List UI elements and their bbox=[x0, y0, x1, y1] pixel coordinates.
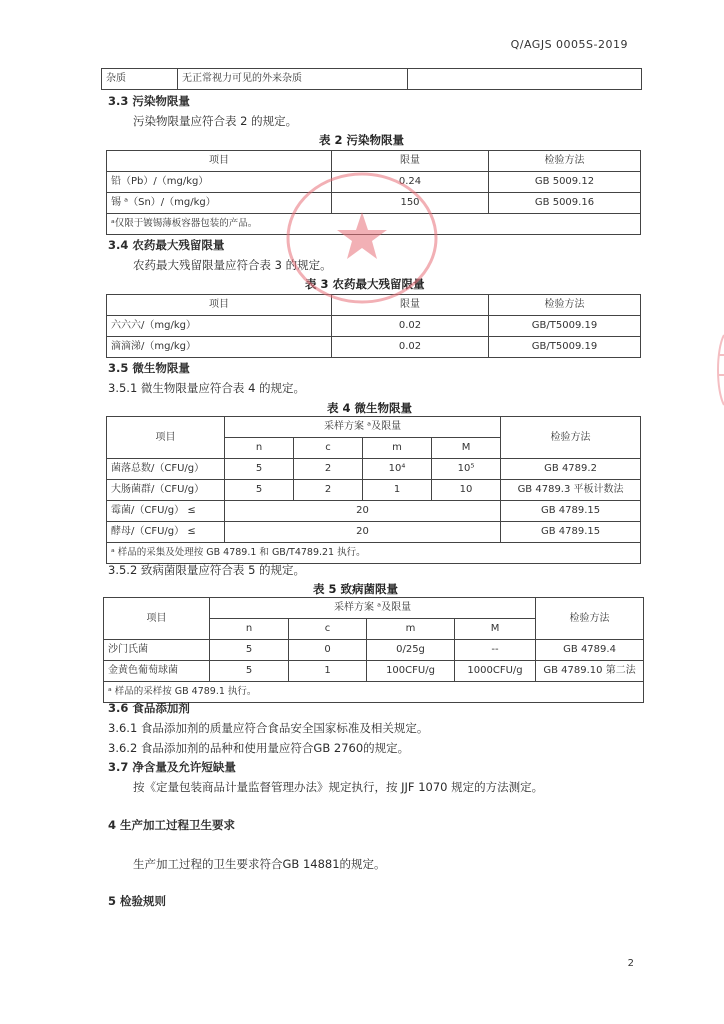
impurities-item: 杂质 bbox=[102, 69, 178, 90]
table-4-item: 菌落总数/（CFU/g） bbox=[107, 459, 225, 480]
section-3-6-2-text: 3.6.2 食品添加剂的品种和使用量应符合GB 2760的规定。 bbox=[108, 741, 410, 755]
table-row bbox=[107, 480, 641, 501]
table-5-method: GB 4789.4 bbox=[536, 640, 644, 661]
section-3-4-text: 农药最大残留限量应符合表 3 的规定。 bbox=[133, 258, 332, 272]
edge-seal-icon bbox=[710, 330, 724, 410]
table-5-note: ᵃ 样品的采样按 GB 4789.1 执行。 bbox=[104, 682, 644, 703]
table-4-n: 5 bbox=[225, 480, 294, 501]
table-2-method: GB 5009.16 bbox=[489, 193, 641, 214]
table-row bbox=[107, 337, 641, 358]
table-2-limit: 150 bbox=[332, 193, 489, 214]
table-2-header-limit: 限量 bbox=[332, 151, 489, 172]
table-5-item: 金黄色葡萄球菌 bbox=[104, 661, 210, 682]
table-header-row bbox=[104, 598, 644, 619]
page-number: 2 bbox=[627, 958, 634, 969]
table-4-M: 10⁵ bbox=[432, 459, 501, 480]
table-5-method: GB 4789.10 第二法 bbox=[536, 661, 644, 682]
table-4-method: GB 4789.3 平板计数法 bbox=[501, 480, 641, 501]
table-4-header-item: 项目 bbox=[107, 417, 225, 459]
table-5-sub-m: m bbox=[367, 619, 455, 640]
section-3-5-1-text: 3.5.1 微生物限量应符合表 4 的规定。 bbox=[108, 381, 306, 395]
table-5-M: 1000CFU/g bbox=[455, 661, 536, 682]
table-note-row bbox=[107, 214, 641, 235]
table-3-header-method: 检验方法 bbox=[489, 295, 641, 316]
impurities-table bbox=[101, 68, 642, 90]
table-2-item: 锡 ᵃ（Sn）/（mg/kg） bbox=[107, 193, 332, 214]
standard-code: Q/AGJS 0005S-2019 bbox=[510, 38, 628, 51]
section-4-heading: 4 生产加工过程卫生要求 bbox=[108, 818, 236, 832]
table-4-value: 20 bbox=[225, 522, 501, 543]
table-2-item: 铅（Pb）/（mg/kg） bbox=[107, 172, 332, 193]
impurities-requirement: 无正常视力可见的外来杂质 bbox=[178, 69, 408, 90]
table-4-header-method: 检验方法 bbox=[501, 417, 641, 459]
table-4 bbox=[106, 416, 641, 564]
table-3-method: GB/T5009.19 bbox=[489, 316, 641, 337]
table-4-sub-m: m bbox=[363, 438, 432, 459]
table-5-header-item: 项目 bbox=[104, 598, 210, 640]
table-4-method: GB 4789.15 bbox=[501, 522, 641, 543]
table-5-n: 5 bbox=[210, 640, 289, 661]
table-5-c: 1 bbox=[289, 661, 367, 682]
table-3-header-limit: 限量 bbox=[332, 295, 489, 316]
table-3-limit: 0.02 bbox=[332, 316, 489, 337]
section-3-5-2-text: 3.5.2 致病菌限量应符合表 5 的规定。 bbox=[108, 563, 306, 577]
table-2 bbox=[106, 150, 641, 235]
table-row bbox=[107, 172, 641, 193]
table-5-M: -- bbox=[455, 640, 536, 661]
section-3-5-heading: 3.5 微生物限量 bbox=[108, 361, 190, 375]
table-3-item: 滴滴涕/（mg/kg） bbox=[107, 337, 332, 358]
table-4-note: ᵃ 样品的采集及处理按 GB 4789.1 和 GB/T4789.21 执行。 bbox=[107, 543, 641, 564]
table-2-header-item: 项目 bbox=[107, 151, 332, 172]
table-4-sub-c: c bbox=[294, 438, 363, 459]
section-3-3-text: 污染物限量应符合表 2 的规定。 bbox=[133, 114, 298, 128]
table-4-method: GB 4789.2 bbox=[501, 459, 641, 480]
table-5-c: 0 bbox=[289, 640, 367, 661]
table-3 bbox=[106, 294, 641, 358]
table-5-sub-n: n bbox=[210, 619, 289, 640]
table-row bbox=[107, 459, 641, 480]
table-row bbox=[104, 640, 644, 661]
table-4-method: GB 4789.15 bbox=[501, 501, 641, 522]
table-4-item: 酵母/（CFU/g） ≤ bbox=[107, 522, 225, 543]
table-4-item: 大肠菌群/（CFU/g） bbox=[107, 480, 225, 501]
table-5-m: 100CFU/g bbox=[367, 661, 455, 682]
table-row bbox=[107, 316, 641, 337]
table-row bbox=[107, 193, 641, 214]
table-5-caption: 表 5 致病菌限量 bbox=[313, 582, 399, 596]
section-3-7-heading: 3.7 净含量及允许短缺量 bbox=[108, 760, 236, 774]
table-note-row bbox=[107, 543, 641, 564]
table-4-c: 2 bbox=[294, 480, 363, 501]
table-2-limit: 0.24 bbox=[332, 172, 489, 193]
table-4-caption: 表 4 微生物限量 bbox=[327, 401, 413, 415]
table-row bbox=[107, 522, 641, 543]
table-2-note: ᵃ仅限于镀锡薄板容器包装的产品。 bbox=[107, 214, 641, 235]
table-4-value: 20 bbox=[225, 501, 501, 522]
table-3-limit: 0.02 bbox=[332, 337, 489, 358]
table-header-row bbox=[107, 417, 641, 438]
table-row bbox=[102, 69, 642, 90]
section-3-3-heading: 3.3 污染物限量 bbox=[108, 94, 190, 108]
section-4-text: 生产加工过程的卫生要求符合GB 14881的规定。 bbox=[133, 857, 386, 871]
table-row bbox=[107, 501, 641, 522]
section-3-6-heading: 3.6 食品添加剂 bbox=[108, 701, 190, 715]
table-5-item: 沙门氏菌 bbox=[104, 640, 210, 661]
table-4-m: 1 bbox=[363, 480, 432, 501]
table-3-method: GB/T5009.19 bbox=[489, 337, 641, 358]
table-5-header-method: 检验方法 bbox=[536, 598, 644, 640]
table-3-item: 六六六/（mg/kg） bbox=[107, 316, 332, 337]
section-3-7-text: 按《定量包装商品计量监督管理办法》规定执行，按 JJF 1070 规定的方法测定。 bbox=[133, 780, 544, 794]
table-4-c: 2 bbox=[294, 459, 363, 480]
table-4-header-plan: 采样方案 ᵃ及限量 bbox=[225, 417, 501, 438]
table-5-sub-c: c bbox=[289, 619, 367, 640]
table-2-header-method: 检验方法 bbox=[489, 151, 641, 172]
section-3-6-1-text: 3.6.1 食品添加剂的质量应符合食品安全国家标准及相关规定。 bbox=[108, 721, 429, 735]
table-4-sub-n: n bbox=[225, 438, 294, 459]
table-4-m: 10⁴ bbox=[363, 459, 432, 480]
table-5 bbox=[103, 597, 644, 703]
table-5-n: 5 bbox=[210, 661, 289, 682]
table-5-sub-M: M bbox=[455, 619, 536, 640]
table-header-row bbox=[107, 295, 641, 316]
table-4-n: 5 bbox=[225, 459, 294, 480]
section-5-heading: 5 检验规则 bbox=[108, 894, 167, 908]
table-4-M: 10 bbox=[432, 480, 501, 501]
table-3-header-item: 项目 bbox=[107, 295, 332, 316]
table-header-row bbox=[107, 151, 641, 172]
table-2-caption: 表 2 污染物限量 bbox=[319, 133, 405, 147]
section-3-4-heading: 3.4 农药最大残留限量 bbox=[108, 238, 225, 252]
table-5-header-plan: 采样方案 ᵃ及限量 bbox=[210, 598, 536, 619]
table-2-method: GB 5009.12 bbox=[489, 172, 641, 193]
table-4-item: 霉菌/（CFU/g） ≤ bbox=[107, 501, 225, 522]
table-5-m: 0/25g bbox=[367, 640, 455, 661]
table-4-sub-M: M bbox=[432, 438, 501, 459]
table-row bbox=[104, 661, 644, 682]
impurities-method bbox=[408, 69, 642, 90]
table-3-caption: 表 3 农药最大残留限量 bbox=[305, 277, 425, 291]
